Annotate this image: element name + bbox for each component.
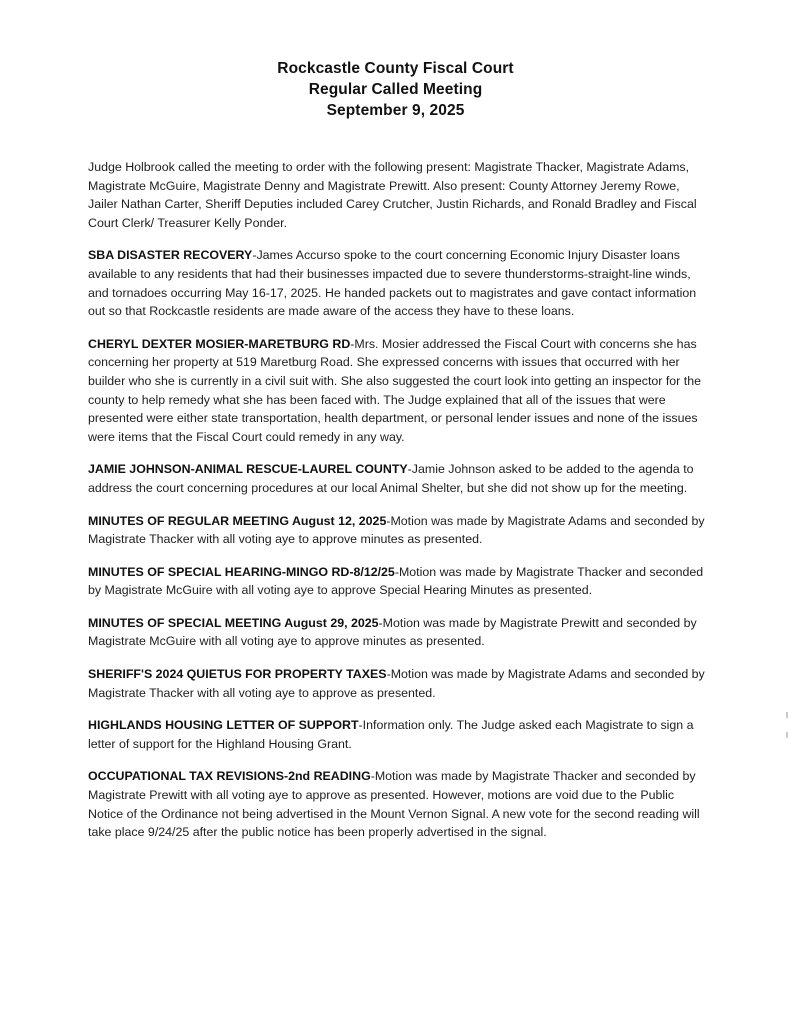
paragraph-text: -Motion was made by Magistrate Thacker and seconded by Magistrate McGuire with all voting aye to approve Special Hearing Minutes as presented. bbox=[88, 564, 704, 598]
paragraph-text: -Mrs. Mosier addressed the Fiscal Court with concerns she has concerning her property at 519 Maretburg Road. She expressed concerns with issues that occurred with her builder who she is currently in a civil suit with. She also suggested the court look into getting an inspector for the county to help remedy what she has been faced with. The Judge explained that all of the issues that were presented were either state transportation, health department, or personal lender issues and none of the issues were items that the Fiscal Court could remedy in any way. bbox=[88, 336, 701, 444]
paragraph-text: -James Accurso spoke to the court concerning Economic Injury Disaster loans available to any residents that had their businesses impacted due to severe thunderstorms-straight-line winds, and tornadoes occurring May 16-17, 2025. He handed packets out to magistrates and gave contact information out so that Rockcastle residents are made aware of the access they have to these loans. bbox=[88, 248, 697, 319]
agenda-item-heading: HIGHLANDS HOUSING LETTER OF SUPPORT bbox=[88, 718, 359, 733]
agenda-item-heading: MINUTES OF REGULAR MEETING August 12, 2025 bbox=[88, 513, 387, 528]
paragraph-text: Judge Holbrook called the meeting to order with the following present: Magistrate Thacker, Magistrate Adams, Magistrate McGuire, Magistrate Denny and Magistrate Prewitt. Also present: County Attorney Jeremy Rowe, Jailer Nathan Carter, Sheriff Deputies included Carey Crutcher, Justin Richards, and Ronald Bradley and Fiscal Court Clerk/ Treasurer Kelly Ponder. bbox=[88, 160, 697, 230]
agenda-item-mosier-maretburg-rd bbox=[88, 335, 706, 447]
agenda-item-heading: OCCUPATIONAL TAX REVISIONS-2nd READING bbox=[88, 769, 371, 784]
paragraph-text: -Motion was made by Magistrate Adams and seconded by Magistrate Thacker with all voting aye to approve minutes as presented. bbox=[88, 513, 705, 547]
attendance-paragraph bbox=[88, 158, 706, 232]
agenda-item-regular-meeting-minutes bbox=[88, 512, 706, 549]
agenda-item-heading: SBA DISASTER RECOVERY bbox=[88, 248, 253, 263]
agenda-item-heading: MINUTES OF SPECIAL HEARING-MINGO RD-8/12/25 bbox=[88, 564, 395, 579]
document-header bbox=[0, 58, 791, 121]
agenda-item-heading: MINUTES OF SPECIAL MEETING August 29, 2025 bbox=[88, 615, 379, 630]
minutes-body bbox=[88, 158, 706, 856]
court-name: Rockcastle County Fiscal Court bbox=[277, 60, 514, 77]
agenda-item-heading: SHERIFF'S 2024 QUIETUS FOR PROPERTY TAXES bbox=[88, 667, 387, 682]
paragraph-text: -Motion was made by Magistrate Adams and seconded by Magistrate Thacker with all voting aye to approve as presented. bbox=[88, 667, 705, 700]
paragraph-text: -Motion was made by Magistrate Thacker and seconded by Magistrate Prewitt with all voting aye to approve as presented. However, motions are void due to the Public Notice of the Ordinance not being advertised in the Mount Vernon Signal. A new vote for the second reading will take place 9/24/25 after the public notice has been properly advertised in the signal. bbox=[88, 769, 700, 840]
agenda-item-heading: CHERYL DEXTER MOSIER-MARETBURG RD bbox=[88, 336, 351, 351]
agenda-item-animal-rescue bbox=[88, 460, 706, 497]
scan-mark bbox=[786, 712, 788, 718]
scan-mark bbox=[786, 732, 788, 738]
scan-edge-marks bbox=[786, 712, 789, 752]
agenda-item-highlands-housing bbox=[88, 716, 706, 753]
paragraph-text: -Jamie Johnson asked to be added to the agenda to address the court concerning procedures at our local Animal Shelter, but she did not show up for the meeting. bbox=[88, 462, 694, 495]
paragraph-text: -Motion was made by Magistrate Prewitt and seconded by Magistrate McGuire with all voting aye to approve minutes as presented. bbox=[88, 615, 697, 649]
meeting-type: Regular Called Meeting bbox=[308, 81, 483, 98]
meeting-date: September 9, 2025 bbox=[326, 102, 465, 119]
agenda-item-occupational-tax bbox=[88, 767, 706, 841]
agenda-item-special-meeting-minutes bbox=[88, 614, 706, 651]
agenda-item-heading: JAMIE JOHNSON-ANIMAL RESCUE-LAUREL COUNTY bbox=[88, 462, 408, 477]
agenda-item-sba-disaster-recovery bbox=[88, 246, 706, 320]
agenda-item-special-hearing-minutes bbox=[88, 563, 706, 600]
agenda-item-sheriff-quietus bbox=[88, 665, 706, 702]
paragraph-text: -Information only. The Judge asked each Magistrate to sign a letter of support for the Highland Housing Grant. bbox=[88, 718, 694, 751]
